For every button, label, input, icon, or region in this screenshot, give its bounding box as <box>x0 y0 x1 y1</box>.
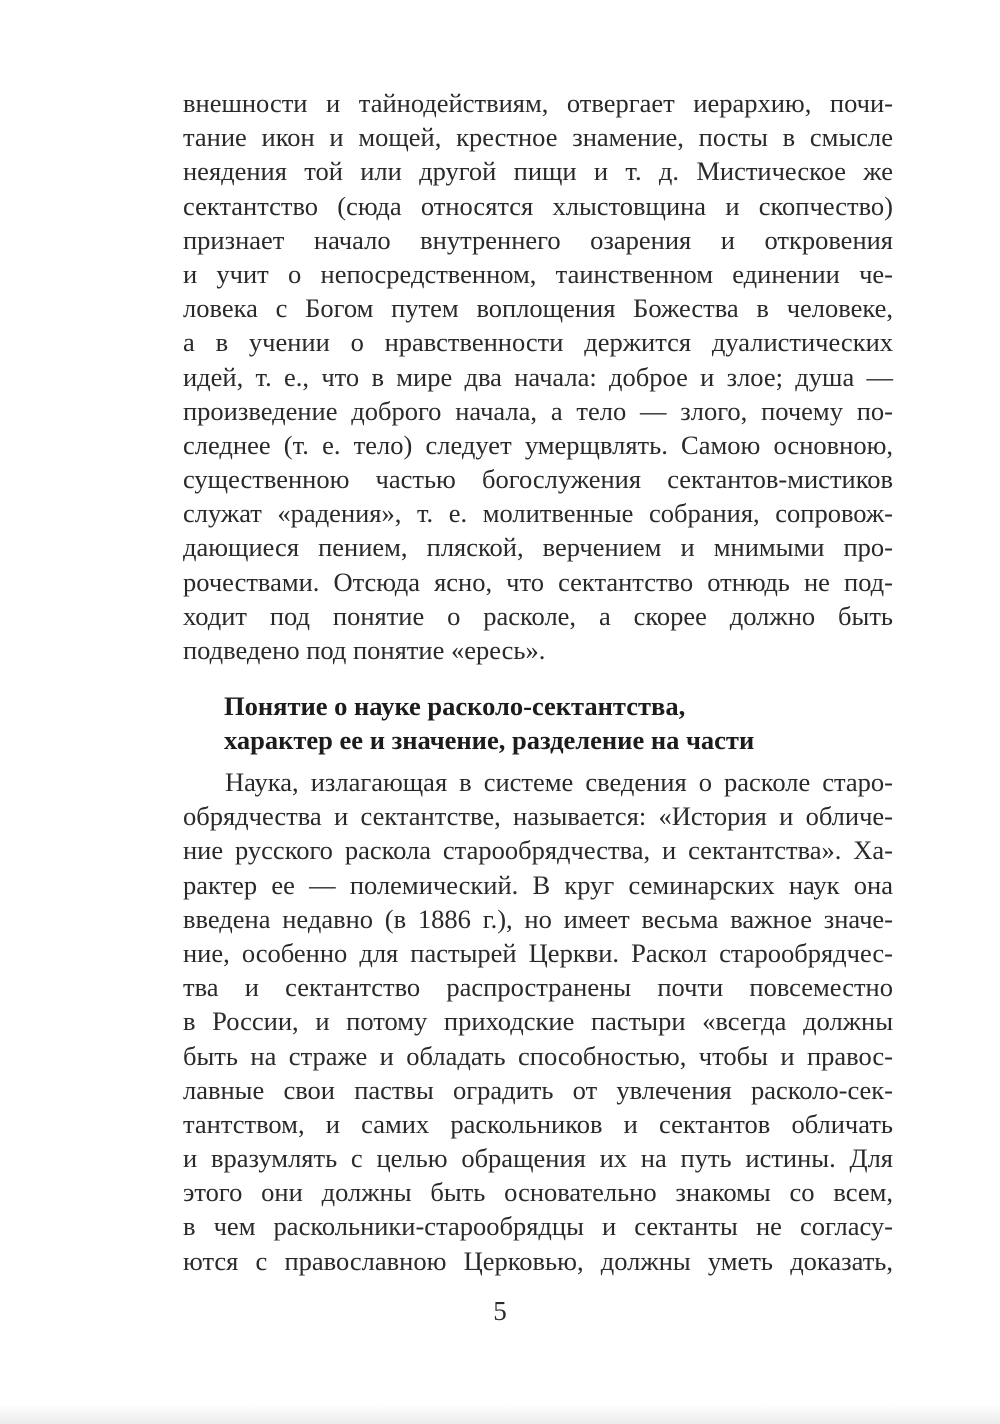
text-line: рактер ее — полемический. В круг семинарских наук она <box>183 869 893 900</box>
text-line: и учит о непосредственном, таинственном единении че- <box>183 258 893 289</box>
text-line: дающиеся пением, пляской, верчением и мнимыми про- <box>183 532 893 563</box>
text-line: в России, и потому приходские пастыри «всегда должны <box>183 1006 893 1037</box>
text-line: введена недавно (в 1886 г.), но имеет весьма важное значе- <box>183 903 893 934</box>
text-line: произведение доброго начала, а тело — злого, почему по- <box>183 395 893 426</box>
text-line: следнее (т. е. тело) следует умерщвлять. Самою основною, <box>183 429 893 460</box>
text-line: ются с православною Церковью, должны уметь доказать, <box>183 1245 893 1276</box>
text-line: обрядчества и сектантстве, называется: «История и обличе- <box>183 801 893 832</box>
text-line: тва и сектантство распространены почти повсеместно <box>183 972 893 1003</box>
body-paragraph-1 <box>183 86 893 667</box>
section-heading-line-1: Понятие о науке расколо-сектантства, <box>224 691 686 721</box>
section-heading <box>224 689 894 757</box>
text-line: признает начало внутреннего озарения и откровения <box>183 224 893 255</box>
text-line: этого они должны быть основательно знакомы со всем, <box>183 1177 893 1208</box>
text-line: и вразумлять с целью обращения их на путь истины. Для <box>183 1143 893 1174</box>
text-line: лавные свои паствы оградить от увлечения расколо-сек- <box>183 1074 893 1105</box>
text-line: подведено под понятие «ересь». <box>183 635 546 665</box>
text-line: существенною частью богослужения сектантов-мистиков <box>183 464 893 495</box>
text-line: быть на страже и обладать способностью, чтобы и правос- <box>183 1040 893 1071</box>
page-number: 5 <box>493 1296 507 1326</box>
section-heading-line-2: характер ее и значение, разделение на части <box>224 725 755 755</box>
text-line: Наука, излагающая в системе сведения о расколе старо- <box>225 767 893 797</box>
text-line: сектантство (сюда относятся хлыстовщина и скопчество) <box>183 190 893 221</box>
text-line: ходит под понятие о расколе, а скорее должно быть <box>183 600 893 631</box>
text-line: неядения той или другой пищи и т. д. Мистическое же <box>183 156 893 187</box>
text-line: тантством, и самих раскольников и сектантов обличать <box>183 1108 893 1139</box>
text-line: рочествами. Отсюда ясно, что сектантство отнюдь не под- <box>183 566 893 597</box>
text-line: тание икон и мощей, крестное знамение, посты в смысле <box>183 122 893 153</box>
text-line: идей, т. е., что в мире два начала: доброе и злое; душа — <box>183 361 893 392</box>
text-line: в чем раскольники-старообрядцы и сектанты не согласу- <box>183 1211 893 1242</box>
text-line: ние русского раскола старообрядчества, и сектантства». Ха- <box>183 835 893 866</box>
page-bottom-edge <box>0 1404 1000 1424</box>
text-line: ловека с Богом путем воплощения Божества в человеке, <box>183 293 893 324</box>
body-paragraph-2 <box>183 765 893 1278</box>
text-line: внешности и тайнодействиям, отвергает иерархию, почи- <box>183 88 893 118</box>
text-line: а в учении о нравственности держится дуалистических <box>183 327 893 358</box>
text-line: служат «радения», т. е. молитвенные собрания, сопровож- <box>183 498 893 529</box>
text-line: ние, особенно для пастырей Церкви. Раскол старообрядчес- <box>183 937 893 968</box>
